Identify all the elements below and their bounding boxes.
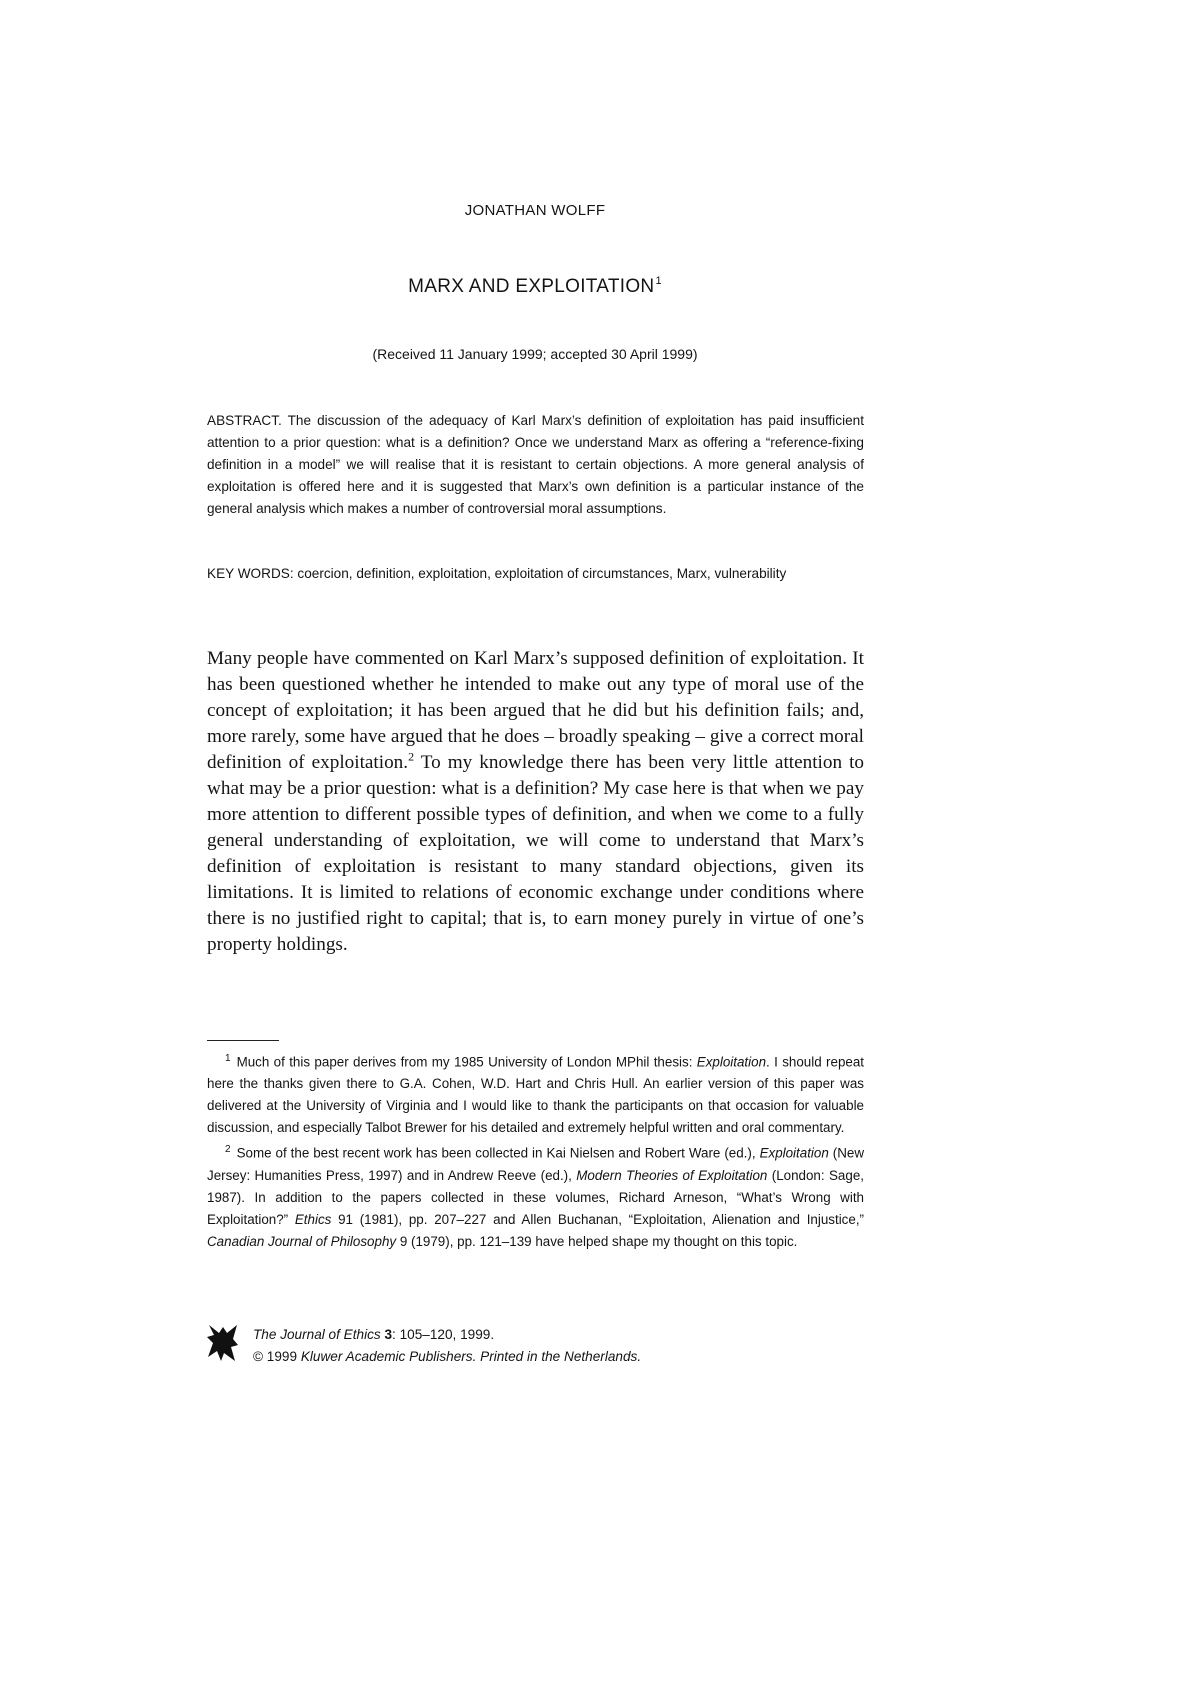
footnote-separator (207, 1040, 279, 1041)
footnote-2-text-2: (New Jersey: Humanities Press, 1997) and in Andrew Reeve (ed.), (207, 1145, 865, 1183)
paper-title (0, 275, 1070, 298)
footnote-1-text-cont: . I should repeat here the thanks given there to G.A. Cohen, W.D. Hart and Chris Hull. An earlier version of this paper was delivered at the University of Virginia and I would like to thank the participants on that occasion for valuable discussion, and especially Talbot Brewer for his detailed and extremely helpful written and oral commentary. (207, 1054, 865, 1136)
author-name: JONATHAN WOLFF (464, 202, 606, 219)
footnote-1-title: Exploitation (696, 1054, 767, 1070)
footnote-1-mark: 1 (225, 1053, 231, 1064)
journal-name: The Journal of Ethics (253, 1327, 381, 1342)
footnote-2 (207, 1139, 864, 1252)
body-text-part1: Many people have commented on Karl Marx’s supposed definition of exploitation. It has been questioned whether he intended to make out any type of moral use of the concept of exploitation; it has been argued that he did but his definition fails; and, more rarely, some have argued that he does – broadly speaking – give a correct moral definition of exploitation. (207, 648, 864, 773)
footnote-1-text: Much of this paper derives from my 1985 University of London MPhil thesis: (236, 1054, 697, 1070)
footnote-2-text-5: 9 (1979), pp. 121–139 have helped shape my thought on this topic. (396, 1233, 798, 1249)
abstract-text: The discussion of the adequacy of Karl Marx’s definition of exploitation has paid insufficient attention to a prior question: what is a definition? Once we understand Marx as offering a “reference-fixing definition in a model” we will realise that it is resistant to certain objections. A more general analysis of exploitation is offered here and it is suggested that Marx’s own definition is a particular instance of the general analysis which makes a number of controversial moral assumptions. (207, 413, 865, 516)
keywords (207, 563, 864, 585)
journal-volume: 3 (384, 1327, 393, 1342)
body-text-part2: To my knowledge there has been very little attention to what may be a prior question: what is a definition? My case here is that when we pay more attention to different possible types of definition, and when we come to a fully general understanding of exploitation, we will come to understand that Marx’s definition of exploitation is resistant to many standard objections, given its limitations. It is limited to relations of economic exchange under conditions where there is no justified right to capital; that is, to earn money purely in virtue of one’s property holdings. (207, 752, 864, 955)
footnote-2-text: Some of the best recent work has been collected in Kai Nielsen and Robert Ware (ed.), (236, 1145, 760, 1161)
body-footnote-mark: 2 (408, 749, 415, 764)
journal-citation (253, 1324, 853, 1346)
keywords-text: coercion, definition, exploitation, exploitation of circumstances, Marx, vulnerability (297, 566, 787, 581)
abstract-label: ABSTRACT. (207, 413, 282, 428)
footnote-2-title-2: Modern Theories of Exploitation (576, 1167, 768, 1183)
footnote-2-title-1: Exploitation (759, 1145, 829, 1161)
footnote-2-text-3: (London: Sage, 1987). In addition to the papers collected in these volumes, Richard Arneson, “What’s Wrong with Exploitation?” (207, 1167, 864, 1227)
footnote-2-mark: 2 (225, 1144, 231, 1156)
received-dates: (Received 11 January 1999; accepted 30 April 1999) (372, 346, 698, 362)
body-paragraph (207, 646, 864, 958)
journal-publisher: Kluwer Academic Publishers. Printed in the Netherlands. (300, 1349, 642, 1364)
publisher-logo-icon (207, 1323, 239, 1363)
footnote-1 (207, 1048, 864, 1139)
journal-copyright: © 1999 (253, 1349, 298, 1364)
title-footnote-mark: 1 (655, 275, 662, 287)
footnote-2-text-4: 91 (1981), pp. 207–227 and Allen Buchanan, “Exploitation, Alienation and Injustice,” (331, 1211, 864, 1227)
journal-pages-year: : 105–120, 1999. (392, 1327, 495, 1342)
footnote-2-title-4: Canadian Journal of Philosophy (207, 1233, 397, 1249)
abstract (207, 410, 864, 520)
footnotes (207, 1048, 864, 1253)
keywords-label: KEY WORDS: (207, 566, 294, 581)
footnote-2-title-3: Ethics (294, 1211, 332, 1227)
journal-copyright-line (253, 1346, 853, 1368)
journal-info (253, 1324, 853, 1368)
title-text: MARX AND EXPLOITATION (408, 276, 655, 297)
